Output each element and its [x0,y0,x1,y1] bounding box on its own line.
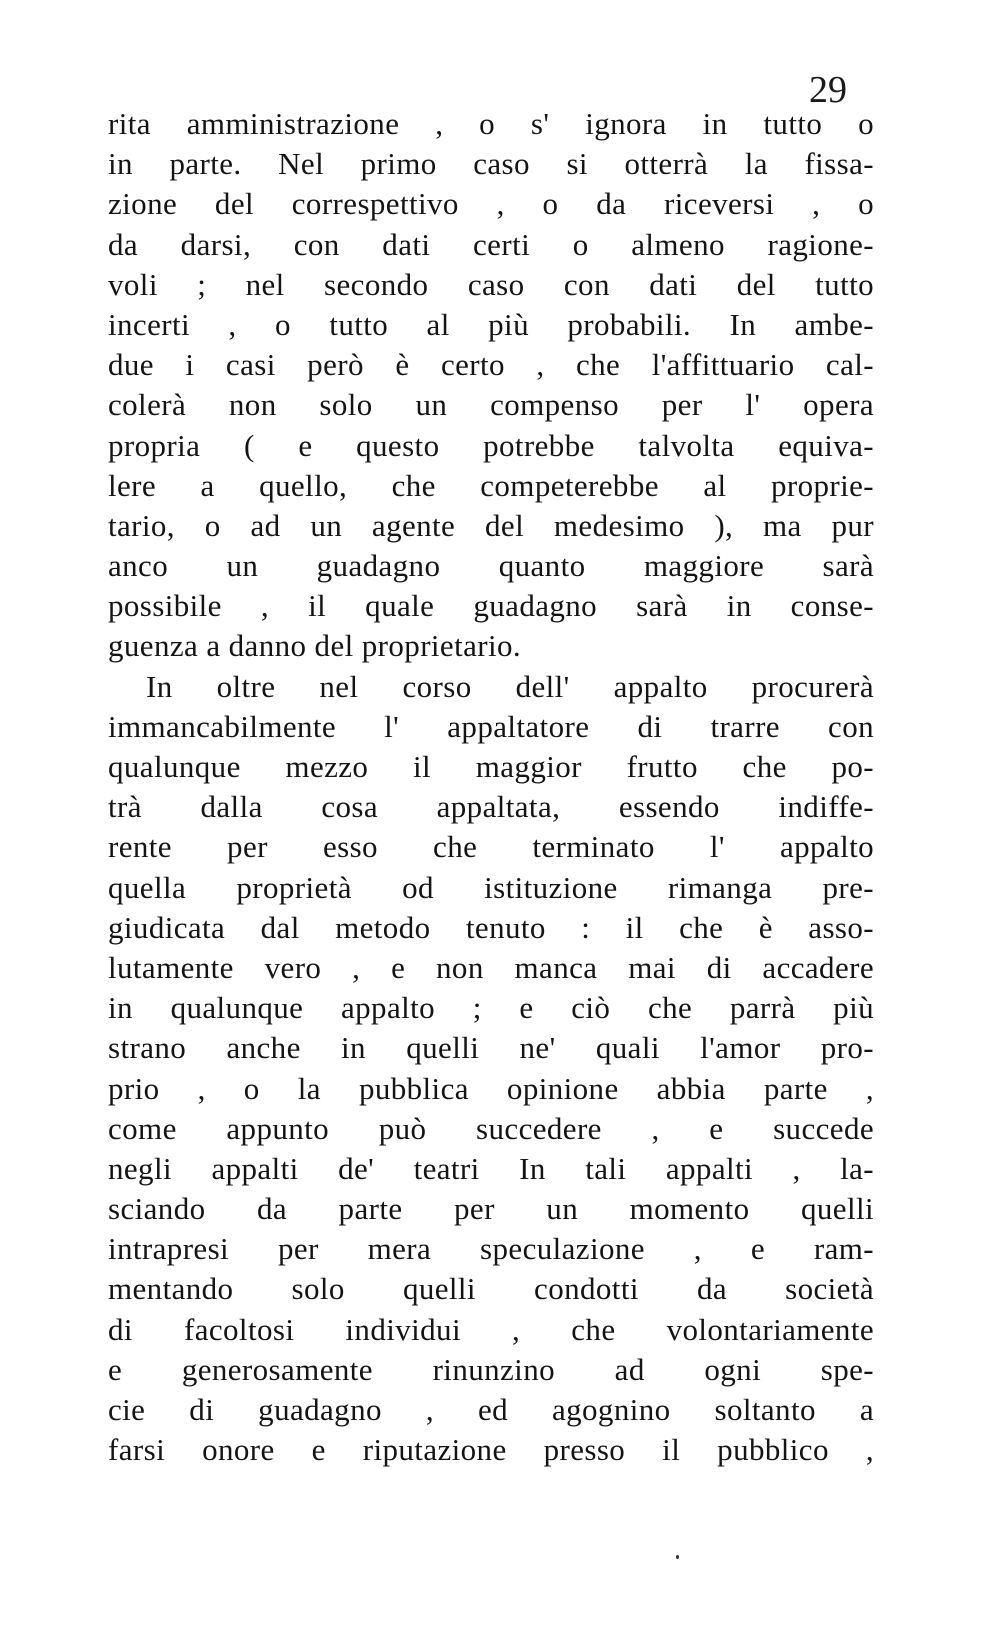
text-line: giudicata dal metodo tenuto : il che è asso- [108,909,874,945]
text-line: rente per esso che terminato l' appalto [108,829,874,865]
text-line: due i casi però è certo , che l'affittuario cal- [108,347,874,383]
text-line: colerà non solo un compenso per l' opera [108,387,874,423]
text-line: strano anche in quelli ne' quali l'amor pro- [108,1030,874,1066]
text-line: sciando da parte per un momento quelli [108,1191,874,1227]
text-line: cie di guadagno , ed agognino soltanto a [108,1392,874,1427]
text-line: in qualunque appalto ; e ciò che parrà più [108,990,874,1026]
text-line: intrapresi per mera speculazione , e ram- [108,1231,874,1267]
text-line: lere a quello, che competerebbe al proprie- [108,467,874,503]
text-line: rita amministrazione , o s' ignora in tutto o [108,106,874,141]
page-number: 29 [809,69,847,111]
body-text [108,104,874,1470]
text-line: tario, o ad un agente del medesimo ), ma pur [108,507,874,543]
ink-speck [676,1555,679,1559]
text-line: da darsi, con dati certi o almeno ragione- [108,226,874,262]
text-line: trà dalla cosa appaltata, essendo indiffe- [108,789,874,825]
text-line: incerti , o tutto al più probabili. In ambe- [108,306,874,342]
text-line: propria ( e questo potrebbe talvolta equiva- [108,427,874,463]
text-line: e generosamente rinunzino ad ogni spe- [108,1351,874,1387]
paragraph-start-line: In oltre nel corso dell' appalto procurerà [146,668,874,704]
text-line: come appunto può succedere , e succede [108,1110,874,1146]
text-line: mentando solo quelli condotti da società [108,1271,874,1307]
text-line: voli ; nel secondo caso con dati del tutto [108,266,874,302]
text-line: prio , o la pubblica opinione abbia parte , [108,1070,874,1106]
text-line: negli appalti de' teatri In tali appalti , la- [108,1150,874,1186]
text-line: qualunque mezzo il maggior frutto che po- [108,749,874,784]
text-line: in parte. Nel primo caso si otterrà la fissa- [108,146,874,182]
text-line: farsi onore e riputazione presso il pubblico , [108,1432,874,1468]
text-line: possibile , il quale guadagno sarà in conse- [108,588,874,624]
paragraph-end-line: guenza a danno del proprietario. [108,628,522,664]
text-line: zione del correspettivo , o da riceversi , o [108,186,874,222]
text-line: quella proprietà od istituzione rimanga pre- [108,869,874,905]
text-line: immancabilmente l' appaltatore di trarre con [108,708,874,744]
text-line: di facoltosi individui , che volontariamente [108,1311,874,1347]
text-line: anco un guadagno quanto maggiore sarà [108,548,874,584]
text-line: lutamente vero , e non manca mai di accadere [108,949,874,985]
